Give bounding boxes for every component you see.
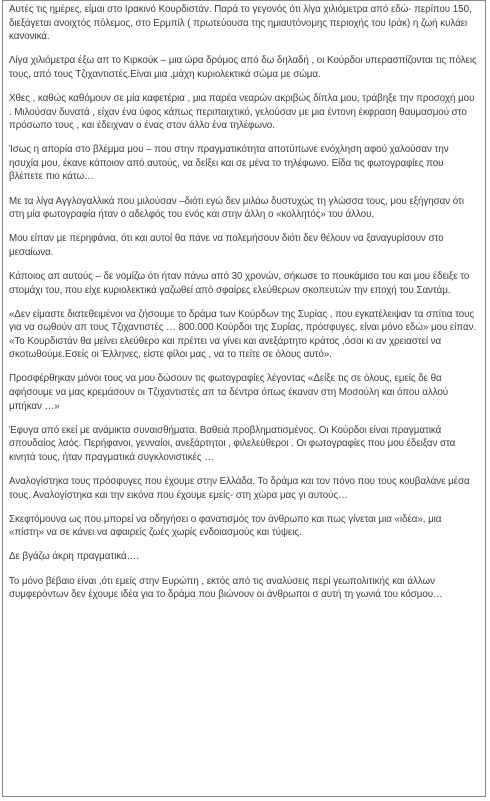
- article-paragraph-12: Σκεφτόμουνα ως που μπορεί να οδηγήσει ο φανατισμός τον άνθρωπο και πως γίνεται μια «ιδέα», μια «πίστη» να σε κάνει να αφαιρείς ζωές χωρίς ενδοιασμούς και τύψεις.: [9, 513, 442, 539]
- article-paragraph-5: Με τα λίγα Αγγλογαλλικά που μιλούσαν –διότι εγώ δεν μιλάω δυστυχώς τη γλώσσα τους, μου εξήγησαν ότι στη μία φωτογραφία ήταν ο αδελφός του ενός και στην άλλη ο «κολλητός» του άλλου.: [9, 195, 464, 221]
- article-paragraph-13: Δε βγάζω άκρη πραγματικά….: [9, 551, 140, 563]
- article-paragraph-9: Προσφέρθηκαν μόνοι τους να μου δώσουν τις φωτογραφίες λέγοντας «Δείξε τις σε όλους, εμείς δε θα αφήσουμε να μας κρεμάσουν οι Τζιχαντιστές απ τα δέντρα όπως έκαναν στη Μοσούλη και όπου αλλού μπήκαν …»: [9, 373, 449, 412]
- article-paragraph-8: «Δεν είμαστε διατεθειμένοι να ζήσουμε το δράμα των Κούρδων της Συρίας , που εγκατέλειψαν τα σπίτια τους για να σωθούν απ τους Τζιχαντιστές … 800.000 Κούρδοι της Συρίας, πρόσφυγες, είναι μόνο εδώ» μου είπαν. «Το Κουρδιστάν θα μείνει ελεύθερο και πρέπει να γίνει και ανεξάρτητο κράτος ,όσοι κι αν χρειαστεί να σκοτωθούμε.Εσείς οι Έλληνες, είστε φίλοι μας , να το πείτε σε όλους αυτό».: [9, 308, 477, 361]
- article-paragraph-3: Χθες , καθώς καθόμουν σε μία καφετέρια , μια παρέα νεαρών ακριβώς δίπλα μου, τράβηξε την προσοχή μου . Μιλούσαν δυνατά , είχαν ένα ύφος κάπως περιπαιχτικό, γελούσαν με μια έντονη έκφραση θαυμασμού στο πρόσωπο τους , και έδειχναν ο ένας στον άλλο ένα τηλέφωνο.: [9, 92, 475, 132]
- article-paragraph-7: Κάποιος απ αυτούς – δε νομίζω ότι ήταν πάνω από 30 χρονών, σήκωσε το πουκάμισο του και μου έδειξε το στομάχι του, που είχε κυριολεκτικά γαζωθεί από σφαίρες ελεύθερων σκοπευτών την εποχή του Σαντάμ.: [9, 270, 470, 296]
- article-paragraph-11: Αναλογίστηκα τους πρόσφυγες που έχουμε στην Ελλάδα. Το δράμα και τον πόνο που τους κουβαλάνε μέσα τους. Αναλογίστηκα και την εικόνα που έχουμε εμείς- στη χώρα μας γι αυτούς…: [9, 476, 470, 501]
- article-body: [3, 1, 485, 602]
- article-paragraph-1: Αυτές τις ημέρες, είμαι στο Ιρακινό Κουρδιστάν. Παρά το γεγονός ότι λίγα χιλιόμετρα από εδώ- περίπου 150, διεξάγεται ανοιχτός πόλεμος, στο Ερμπίλ ( πρωτεύουσα της ημιαυτόνομης περιοχής του Ιράκ) η ζωή κυλάει κανονικά.: [9, 4, 472, 43]
- article-frame: [2, 0, 486, 797]
- article-paragraph-10: Έφυγα από εκεί με ανάμικτα συναισθήματα. Βαθειά προβληματισμένος. Οι Κούρδοι είναι πραγματικά σπουδαίος λαός. Περήφανοι, γενναίοι, ανεξάρτητοι , φιλελεύθεροι . Οι φωτογραφίες που μου έδειξαν στα κινητά τους, ήταν πραγματικά συγκλονιστικές …: [9, 424, 456, 463]
- article-paragraph-2: Λίγα χιλιόμετρα έξω απ το Κιρκούκ – μια ώρα δρόμος από δω δηλαδή , οι Κούρδοι υπερασπίζονται τις πόλεις τους, από τους Τζιχαντιστές.Είναι μια ,μάχη κυριολεκτικά σώμα με σώμα.: [9, 55, 477, 80]
- article-paragraph-14: Το μόνο βέβαιο είναι ,ότι εμείς στην Ευρώπη , εκτός από τις αναλύσεις περί γεωπολιτικής και άλλων συμφερόντων δεν έχουμε ιδέα για το δράμα που βιώνουν οι άνθρωποι σ αυτή τη γωνιά του κόσμου…: [9, 575, 443, 601]
- article-paragraph-4: Ίσως η απορία στο βλέμμα μου – που στην πραγματικότητα αποτύπωνε ενόχληση αφού χαλούσαν την ησυχία μου, έκανε κάποιον από αυτούς, να δείξει και σε μένα το τηλέφωνο. Είδα τις φωτογραφίες που βλέπετε πιο κάτω…: [9, 144, 449, 183]
- article-paragraph-6: Μου είπαν με περηφάνια, ότι και αυτοί θα πάνε να πολεμήσουν διότι δεν θέλουν να ξαναγυρίσουν στο μεσαίωνα.: [9, 233, 444, 258]
